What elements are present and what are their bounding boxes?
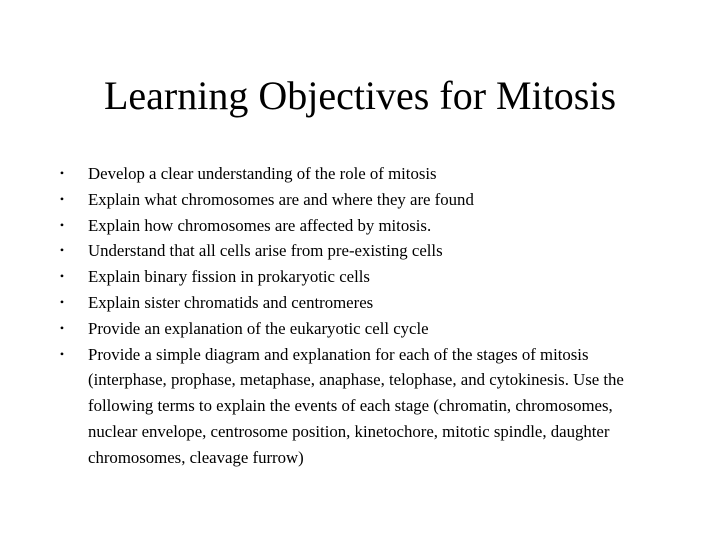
list-item <box>55 213 655 239</box>
bullet-text: Explain what chromosomes are and where they are found <box>88 189 474 209</box>
bullet-icon: • <box>59 346 65 361</box>
bullet-text: Understand that all cells arise from pre-existing cells <box>88 241 443 261</box>
bullet-text: Explain sister chromatids and centromeres <box>88 292 374 312</box>
list-item <box>55 264 655 290</box>
bullet-icon: • <box>59 269 65 284</box>
list-item <box>55 161 655 187</box>
objectives-list <box>55 161 655 471</box>
list-item <box>55 342 655 471</box>
list-item <box>55 290 655 316</box>
bullet-text: Provide a simple diagram and explanation for each of the stages of mitosis (interphase, prophase, metaphase, anaphase, telophase, and cytokinesis. Use the following terms to explain the events of each stage (chromatin, chromosomes, nuclear envelope, centrosome position, kinetochore, mitotic spindle, daughter chromosomes, cleavage furrow) <box>88 344 624 467</box>
bullet-icon: • <box>59 191 65 206</box>
list-item <box>55 316 655 342</box>
bullet-text: Develop a clear understanding of the role of mitosis <box>88 164 437 183</box>
bullet-text: Explain binary fission in prokaryotic cells <box>88 267 370 287</box>
bullet-icon: • <box>59 320 65 335</box>
bullet-icon: • <box>59 243 65 258</box>
bullet-icon: • <box>59 166 65 180</box>
list-item <box>55 238 655 264</box>
list-item <box>55 187 655 213</box>
bullet-text: Explain how chromosomes are affected by mitosis. <box>88 215 432 235</box>
slide-title: Learning Objectives for Mitosis <box>103 73 617 118</box>
bullet-icon: • <box>59 294 65 309</box>
bullet-icon: • <box>59 217 65 232</box>
bullet-text: Provide an explanation of the eukaryotic cell cycle <box>88 318 429 338</box>
